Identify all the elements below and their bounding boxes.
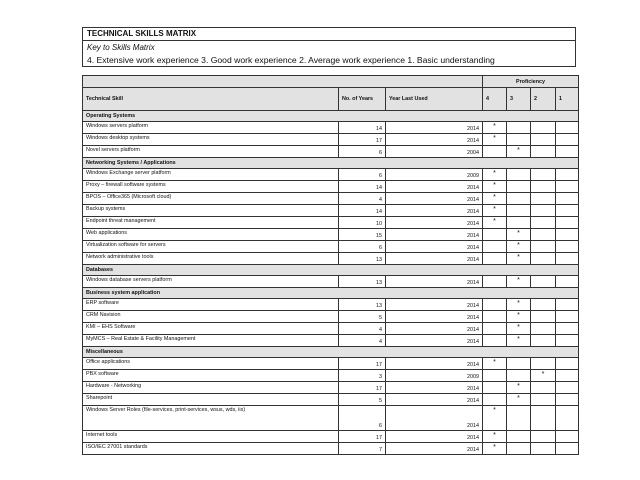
level-1-cell	[556, 181, 579, 193]
years-value: 14	[339, 205, 386, 217]
table-row	[83, 394, 579, 406]
skill-name: Windows servers platform	[83, 122, 339, 134]
level-3-cell	[507, 406, 531, 431]
years-value: 13	[339, 276, 386, 288]
section-header-row	[83, 347, 579, 358]
level-4-cell	[483, 299, 507, 311]
level-4-cell	[483, 370, 507, 382]
level-2-cell	[531, 394, 556, 406]
years-value: 7	[339, 443, 386, 455]
level-1-cell	[556, 169, 579, 181]
table-row	[83, 335, 579, 347]
table-row	[83, 443, 579, 455]
last-used-value: 2014	[386, 229, 483, 241]
section-title: Operating Systems	[83, 111, 579, 122]
document-title: TECHNICAL SKILLS MATRIX	[83, 28, 575, 41]
column-header-last-used: Year Last Used	[386, 88, 483, 111]
skill-name: Internet tools	[83, 431, 339, 443]
years-value: 17	[339, 382, 386, 394]
years-value: 13	[339, 299, 386, 311]
level-3-cell	[507, 358, 531, 370]
last-used-value: 2014	[386, 311, 483, 323]
years-value: 14	[339, 122, 386, 134]
level-4-cell: *	[483, 406, 507, 431]
last-used-value: 2014	[386, 276, 483, 288]
last-used-value: 2014	[386, 299, 483, 311]
last-used-value: 2014	[386, 323, 483, 335]
level-2-cell	[531, 323, 556, 335]
section-header-row	[83, 288, 579, 299]
last-used-value: 2014	[386, 253, 483, 265]
level-1-cell	[556, 146, 579, 158]
years-value: 10	[339, 217, 386, 229]
skills-key-box	[82, 27, 576, 67]
level-3-cell	[507, 134, 531, 146]
level-1-cell	[556, 382, 579, 394]
skill-name: MyMCS – Real Estate & Facility Management	[83, 335, 339, 347]
last-used-value: 2014	[386, 241, 483, 253]
skill-name: Hardware - Networking	[83, 382, 339, 394]
section-title: Networking Systems / Applications	[83, 158, 579, 169]
last-used-value: 2014	[386, 181, 483, 193]
skill-name: Endpoint threat management	[83, 217, 339, 229]
table-row	[83, 122, 579, 134]
skill-name: Novel servers platform	[83, 146, 339, 158]
years-value: 6	[339, 241, 386, 253]
skill-name: Web applications	[83, 229, 339, 241]
skill-name: ERP software	[83, 299, 339, 311]
level-2-cell	[531, 431, 556, 443]
skill-name: Virtualization software for servers	[83, 241, 339, 253]
last-used-value: 2014	[386, 217, 483, 229]
level-2-cell	[531, 382, 556, 394]
level-1-cell	[556, 323, 579, 335]
level-4-cell	[483, 253, 507, 265]
level-4-cell: *	[483, 217, 507, 229]
table-row	[83, 431, 579, 443]
years-value: 15	[339, 229, 386, 241]
level-2-cell	[531, 358, 556, 370]
level-3-cell	[507, 370, 531, 382]
level-2-cell	[531, 335, 556, 347]
level-1-cell	[556, 134, 579, 146]
table-row	[83, 276, 579, 288]
level-2-cell	[531, 311, 556, 323]
table-row	[83, 217, 579, 229]
level-3-cell: *	[507, 276, 531, 288]
level-1-cell	[556, 358, 579, 370]
table-row	[83, 358, 579, 370]
years-value: 3	[339, 370, 386, 382]
table-row	[83, 193, 579, 205]
last-used-value: 2004	[386, 146, 483, 158]
skill-name: ISO/IEC 27001 standards	[83, 443, 339, 455]
level-4-cell: *	[483, 122, 507, 134]
table-row	[83, 146, 579, 158]
level-3-cell	[507, 169, 531, 181]
level-1-cell	[556, 122, 579, 134]
level-4-cell	[483, 382, 507, 394]
level-1-cell	[556, 217, 579, 229]
proficiency-label: Proficiency	[483, 76, 579, 88]
years-value: 5	[339, 311, 386, 323]
table-row	[83, 323, 579, 335]
level-3-cell: *	[507, 253, 531, 265]
level-1-cell	[556, 406, 579, 431]
level-4-cell: *	[483, 134, 507, 146]
level-4-cell: *	[483, 169, 507, 181]
last-used-value: 2014	[386, 193, 483, 205]
years-value: 17	[339, 431, 386, 443]
years-value: 4	[339, 335, 386, 347]
level-2-cell: *	[531, 370, 556, 382]
proficiency-header-row	[83, 76, 579, 88]
table-row	[83, 169, 579, 181]
table-row	[83, 241, 579, 253]
level-3-cell: *	[507, 382, 531, 394]
skill-name: Windows Exchange server platform	[83, 169, 339, 181]
years-value: 13	[339, 253, 386, 265]
level-4-cell	[483, 276, 507, 288]
level-3-cell: *	[507, 241, 531, 253]
level-2-cell	[531, 134, 556, 146]
years-value: 6	[339, 169, 386, 181]
level-2-cell	[531, 217, 556, 229]
level-3-cell	[507, 443, 531, 455]
skill-name: KMI – EHS Software	[83, 323, 339, 335]
section-title: Miscellaneous	[83, 347, 579, 358]
last-used-value: 2014	[386, 394, 483, 406]
level-4-cell	[483, 323, 507, 335]
column-header-years: No. of Years	[339, 88, 386, 111]
level-1-cell	[556, 193, 579, 205]
last-used-value: 2014	[386, 358, 483, 370]
last-used-value: 2014	[386, 382, 483, 394]
level-1-cell	[556, 276, 579, 288]
proficiency-legend: 4. Extensive work experience 3. Good work experience 2. Average work experience 1. Basic understanding	[87, 55, 495, 65]
level-3-cell: *	[507, 229, 531, 241]
table-row	[83, 181, 579, 193]
level-2-cell	[531, 253, 556, 265]
level-2-cell	[531, 406, 556, 431]
level-4-cell: *	[483, 431, 507, 443]
years-value: 17	[339, 358, 386, 370]
skill-name: Office applications	[83, 358, 339, 370]
level-4-cell	[483, 394, 507, 406]
section-header-row	[83, 265, 579, 276]
level-2-cell	[531, 193, 556, 205]
level-3-cell	[507, 431, 531, 443]
level-2-cell	[531, 276, 556, 288]
column-header-level-3: 3	[507, 88, 531, 111]
level-3-cell	[507, 193, 531, 205]
column-header-skill: Technical Skill	[83, 88, 339, 111]
key-label: Key to Skills Matrix	[87, 43, 155, 52]
last-used-value: 2014	[386, 134, 483, 146]
level-1-cell	[556, 431, 579, 443]
level-2-cell	[531, 146, 556, 158]
level-1-cell	[556, 335, 579, 347]
level-4-cell	[483, 229, 507, 241]
level-3-cell: *	[507, 311, 531, 323]
skill-name: Sharepoint	[83, 394, 339, 406]
years-value: 14	[339, 181, 386, 193]
last-used-value: 2014	[386, 443, 483, 455]
table-row	[83, 311, 579, 323]
last-used-value: 2014	[386, 205, 483, 217]
level-4-cell: *	[483, 193, 507, 205]
table-row	[83, 370, 579, 382]
skill-name: Proxy – firewall software systems	[83, 181, 339, 193]
years-value: 6	[339, 146, 386, 158]
table-row	[83, 205, 579, 217]
level-1-cell	[556, 299, 579, 311]
years-value: 4	[339, 323, 386, 335]
skill-name: Windows database servers platform	[83, 276, 339, 288]
level-3-cell	[507, 122, 531, 134]
column-header-level-1: 1	[556, 88, 579, 111]
level-4-cell	[483, 146, 507, 158]
level-1-cell	[556, 370, 579, 382]
section-title: Business system application	[83, 288, 579, 299]
column-header-row	[83, 88, 579, 111]
last-used-value: 2009	[386, 169, 483, 181]
level-1-cell	[556, 241, 579, 253]
last-used-value: 2014	[386, 431, 483, 443]
last-used-value: 2014	[386, 335, 483, 347]
skill-name: CRM Navision	[83, 311, 339, 323]
column-header-level-2: 2	[531, 88, 556, 111]
table-row	[83, 382, 579, 394]
table-row	[83, 253, 579, 265]
column-header-level-4: 4	[483, 88, 507, 111]
level-2-cell	[531, 169, 556, 181]
level-1-cell	[556, 394, 579, 406]
skill-name: Windows desktop systems	[83, 134, 339, 146]
last-used-value: 2014	[386, 406, 483, 431]
years-value: 5	[339, 394, 386, 406]
section-title: Databases	[83, 265, 579, 276]
level-4-cell: *	[483, 358, 507, 370]
last-used-value: 2009	[386, 370, 483, 382]
level-4-cell	[483, 241, 507, 253]
level-3-cell: *	[507, 323, 531, 335]
level-1-cell	[556, 229, 579, 241]
level-2-cell	[531, 299, 556, 311]
level-3-cell: *	[507, 146, 531, 158]
table-row	[83, 406, 579, 431]
years-value: 17	[339, 134, 386, 146]
level-2-cell	[531, 181, 556, 193]
level-1-cell	[556, 443, 579, 455]
last-used-value: 2014	[386, 122, 483, 134]
level-3-cell	[507, 217, 531, 229]
level-4-cell	[483, 335, 507, 347]
level-1-cell	[556, 311, 579, 323]
level-2-cell	[531, 205, 556, 217]
skills-matrix-table	[82, 75, 579, 455]
level-3-cell	[507, 205, 531, 217]
level-3-cell	[507, 181, 531, 193]
level-4-cell: *	[483, 443, 507, 455]
level-4-cell: *	[483, 181, 507, 193]
skill-name: Network administrative tools	[83, 253, 339, 265]
header-spacer	[83, 76, 483, 88]
level-1-cell	[556, 205, 579, 217]
level-4-cell	[483, 311, 507, 323]
level-2-cell	[531, 122, 556, 134]
level-1-cell	[556, 253, 579, 265]
skill-name: Windows Server Roles (file-services, print-services, wsus, wds, iis)	[83, 406, 339, 431]
section-header-row	[83, 111, 579, 122]
years-value: 4	[339, 193, 386, 205]
table-row	[83, 299, 579, 311]
table-row	[83, 229, 579, 241]
table-row	[83, 134, 579, 146]
skill-name: PBX software	[83, 370, 339, 382]
skill-name: Backup systems	[83, 205, 339, 217]
section-header-row	[83, 158, 579, 169]
level-4-cell: *	[483, 205, 507, 217]
level-3-cell: *	[507, 335, 531, 347]
skill-name: BPOS – Office365 (Microsoft cloud)	[83, 193, 339, 205]
level-2-cell	[531, 241, 556, 253]
level-2-cell	[531, 229, 556, 241]
level-3-cell: *	[507, 394, 531, 406]
years-value: 6	[339, 406, 386, 431]
level-2-cell	[531, 443, 556, 455]
level-3-cell: *	[507, 299, 531, 311]
